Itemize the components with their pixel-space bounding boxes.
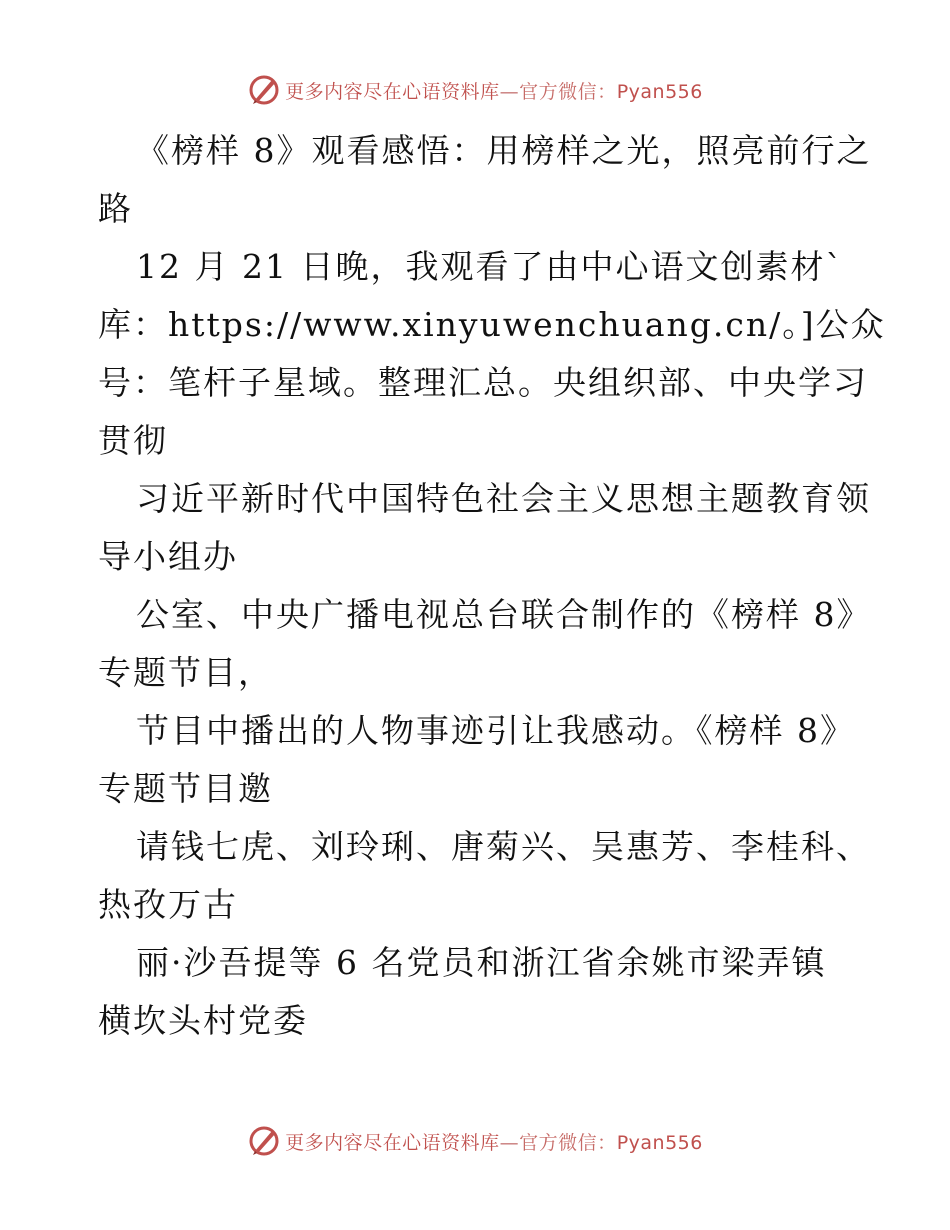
body-line: 横坎头村党委: [98, 1001, 308, 1040]
footer-separator: —: [499, 1131, 520, 1154]
body-line: 12 月 21 日晚，我观看了由中心语文创素材`: [136, 247, 844, 286]
footer-text: [285, 1128, 703, 1155]
pen-logo-icon: [247, 73, 281, 107]
header-label: 官方微信：: [519, 80, 617, 103]
body-line: 专题节目邀: [98, 769, 273, 808]
body-line: 贯彻: [98, 421, 168, 460]
header-text: [285, 77, 703, 104]
body-line: 请钱七虎、刘玲琍、唐菊兴、吴惠芳、李桂科、: [136, 827, 871, 866]
header-separator: —: [499, 80, 520, 103]
body-line: 库：https://www.xinyuwenchuang.cn/。]公众: [98, 305, 886, 344]
body-line: 号：笔杆子星域。整理汇总。央组织部、中央学习: [98, 363, 868, 402]
body-line: 丽·沙吾提等 6 名党员和浙江省余姚市梁弄镇: [136, 943, 827, 982]
body-line: 热孜万古: [98, 885, 238, 924]
header-site: 更多内容尽在心语资料库: [285, 80, 500, 103]
body-line: 专题节目，: [98, 653, 273, 692]
header-account: Pyan556: [616, 80, 703, 103]
footer-banner: [0, 1121, 950, 1161]
body-line: 导小组办: [98, 537, 238, 576]
footer-account: Pyan556: [616, 1131, 703, 1154]
footer-label: 官方微信：: [519, 1131, 617, 1154]
body-line: 节目中播出的人物事迹引让我感动。《榜样 8》: [136, 711, 855, 750]
header-banner: [0, 70, 950, 110]
footer-site: 更多内容尽在心语资料库: [285, 1131, 500, 1154]
body-line: 《榜样 8》观看感悟：用榜样之光，照亮前行之: [136, 131, 872, 170]
body-line: 公室、中央广播电视总台联合制作的《榜样 8》: [136, 595, 872, 634]
body-line: 习近平新时代中国特色社会主义思想主题教育领: [136, 479, 871, 518]
body-line: 路: [98, 189, 133, 228]
document-body: [98, 122, 886, 1050]
pen-logo-icon: [247, 1124, 281, 1158]
